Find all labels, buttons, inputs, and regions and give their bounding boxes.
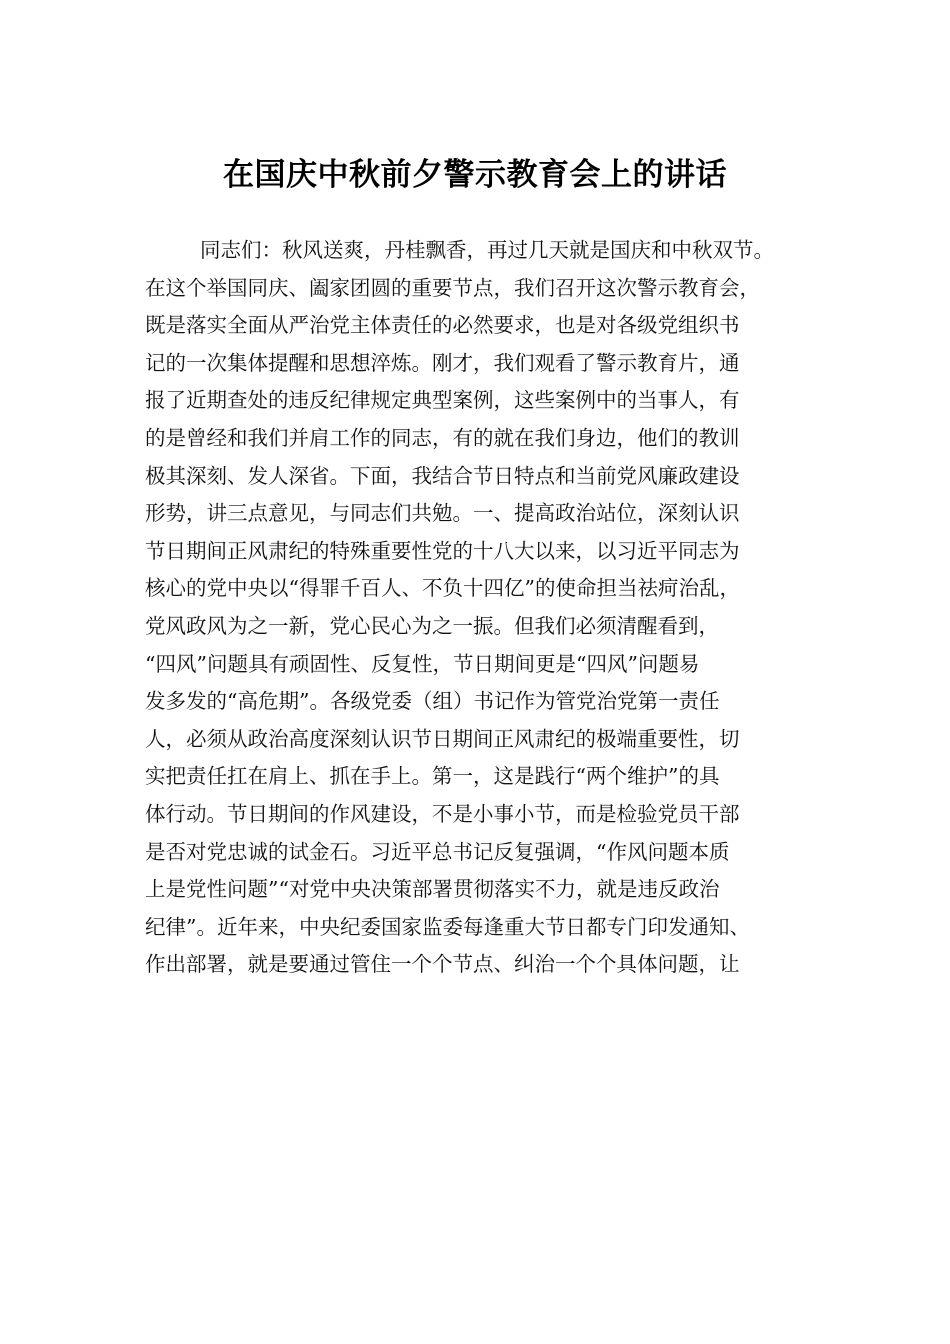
body-line: 作出部署，就是要通过管住一个个节点、纠治一个个具体问题，让 [145,952,740,977]
body-line: 发多发的“高危期”。各级党委（组）书记作为管党治党第一责任 [145,689,720,714]
body-line: 记的一次集体提醒和思想淬炼。刚才，我们观看了警示教育片，通 [145,350,740,375]
body-line: “四风”问题具有顽固性、反复性，节日期间更是“四风”问题易 [145,651,700,676]
body-line: 人，必须从政治高度深刻认识节日期间正风肃纪的极端重要性，切 [145,726,740,751]
body-line: 纪律”。近年来，中央纪委国家监委每逢重大节日都专门印发通知、 [145,914,750,939]
body-line: 节日期间正风肃纪的特殊重要性党的十八大以来，以习近平同志为 [145,538,740,563]
document-title: 在国庆中秋前夕警示教育会上的讲话 [223,156,727,193]
body-line: 核心的党中央以“得罪千百人、不负十四亿”的使命担当祛疴治乱， [145,576,740,601]
body-line: 是否对党忠诚的试金石。习近平总书记反复强调，“作风问题本质 [145,839,730,864]
body-line: 的是曾经和我们并肩工作的同志，有的就在我们身边，他们的教训 [145,425,740,450]
body-line: 既是落实全面从严治党主体责任的必然要求，也是对各级党组织书 [145,313,740,338]
body-line: 上是党性问题”“对党中央决策部署贯彻落实不力，就是违反政治 [145,877,720,902]
body-line: 体行动。节日期间的作风建设，不是小事小节，而是检验党员干部 [145,801,740,826]
body-line: 极其深刻、发人深省。下面，我结合节日特点和当前党风廉政建设 [145,463,740,488]
body-line: 形势，讲三点意见，与同志们共勉。一、提高政治站位，深刻认识 [145,501,740,526]
body-line: 党风政风为之一新，党心民心为之一振。但我们必须清醒看到， [145,613,719,638]
body-line: 在这个举国同庆、阖家团圆的重要节点，我们召开这次警示教育会， [145,275,760,300]
body-line: 报了近期查处的违反纪律规定典型案例，这些案例中的当事人，有 [145,388,740,413]
body-line: 同志们：秋风送爽，丹桂飘香，再过几天就是国庆和中秋双节。 [200,238,774,262]
document-body [145,232,835,984]
body-line: 实把责任扛在肩上、抓在手上。第一，这是践行“两个维护”的具 [145,764,720,789]
